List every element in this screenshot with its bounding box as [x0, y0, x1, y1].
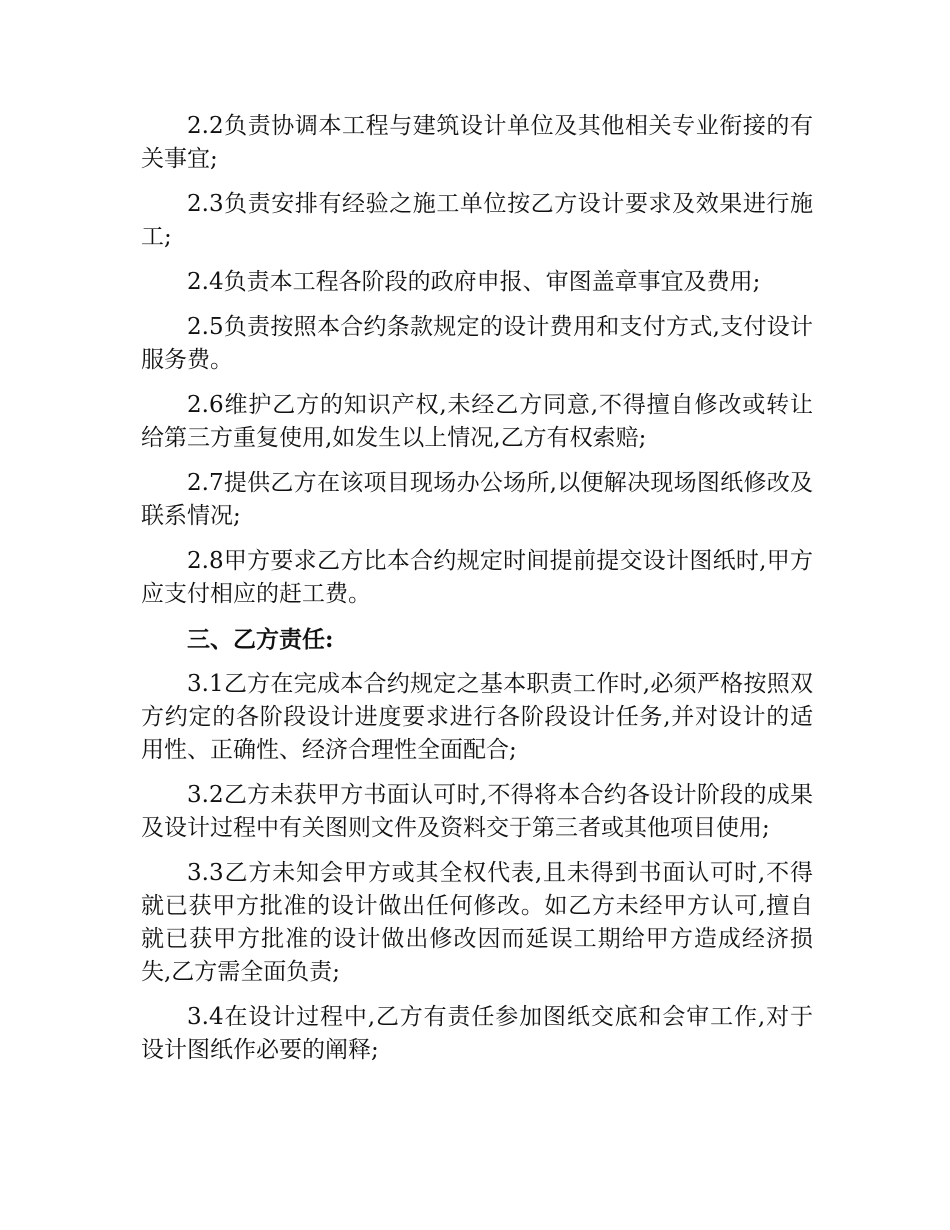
clause-3-3: 3.3乙方未知会甲方或其全权代表,且未得到书面认可时,不得就已获甲方批准的设计做出任何修改。如乙方未经甲方认可,擅自就已获甲方批准的设计做出修改因而延误工期给甲方造成经济损失,乙方需全面负责;: [141, 860, 813, 985]
clause-2-8: 2.8甲方要求乙方比本合约规定时间提前提交设计图纸时,甲方应支付相应的赶工费。: [141, 548, 813, 607]
document-body: [141, 110, 813, 1079]
clause-2-4: 2.4负责本工程各阶段的政府申报、审图盖章事宜及费用;: [187, 269, 761, 295]
clause-2-7: 2.7提供乙方在该项目现场办公场所,以便解决现场图纸修改及联系情况;: [141, 470, 813, 529]
clause-2-3: 2.3负责安排有经验之施工单位按乙方设计要求及效果进行施工;: [141, 191, 813, 250]
clause-3-2: 3.2乙方未获甲方书面认可时,不得将本合约各设计阶段的成果及设计过程中有关图则文件及资料交于第三者或其他项目使用;: [141, 782, 813, 841]
clause-3-4: 3.4在设计过程中,乙方有责任参加图纸交底和会审工作,对于设计图纸作必要的阐释;: [141, 1004, 813, 1063]
clause-2-2: 2.2负责协调本工程与建筑设计单位及其他相关专业衔接的有关事宜;: [141, 113, 813, 172]
clause-2-5: 2.5负责按照本合约条款规定的设计费用和支付方式,支付设计服务费。: [141, 314, 813, 373]
clause-3-1: 3.1乙方在完成本合约规定之基本职责工作时,必须严格按照双方约定的各阶段设计进度要求进行各阶段设计任务,并对设计的适用性、正确性、经济合理性全面配合;: [141, 671, 813, 763]
clause-2-6: 2.6维护乙方的知识产权,未经乙方同意,不得擅自修改或转让给第三方重复使用,如发生以上情况,乙方有权索赔;: [141, 392, 813, 451]
section-3-heading: 三、乙方责任:: [187, 626, 334, 653]
